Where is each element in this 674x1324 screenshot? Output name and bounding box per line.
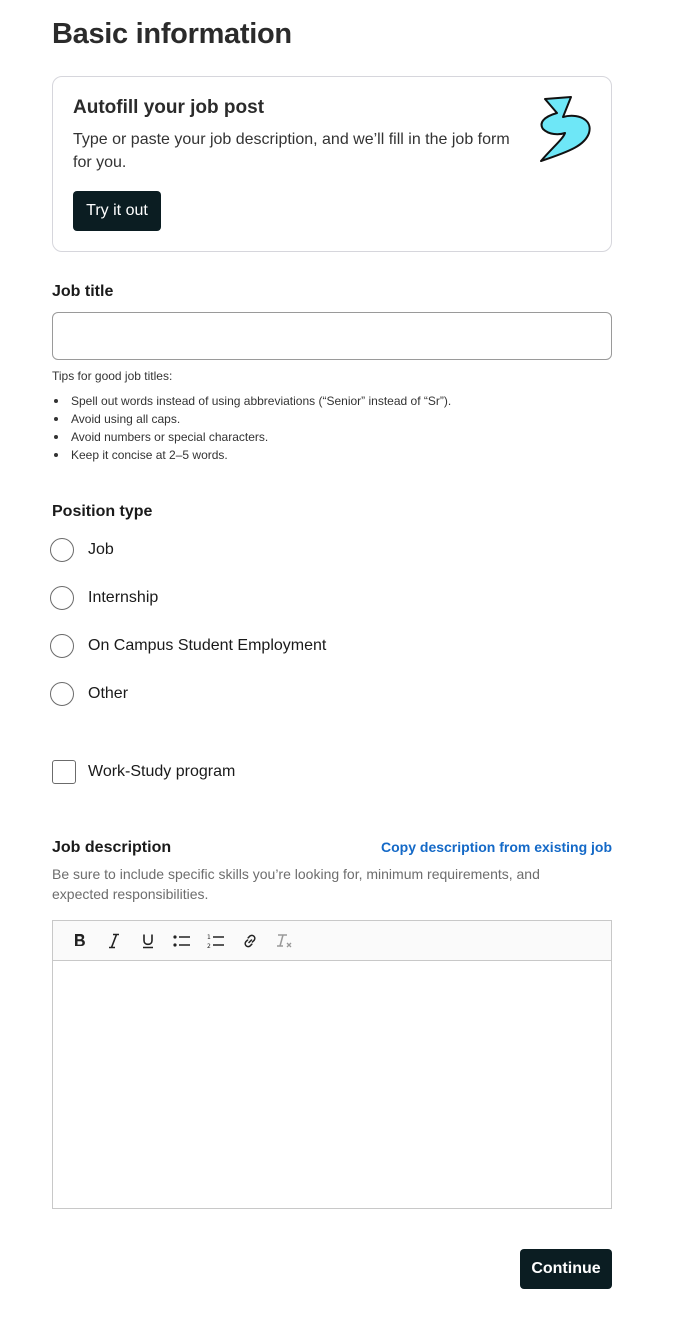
job-title-label: Job title (52, 283, 114, 300)
svg-text:2: 2 (207, 942, 211, 949)
radio-option-job[interactable] (50, 537, 114, 563)
lightning-bolt-icon (537, 95, 597, 165)
italic-icon[interactable] (97, 926, 131, 956)
clear-format-icon[interactable] (267, 926, 301, 956)
tip-item: Keep it concise at 2–5 words. (52, 446, 451, 464)
radio-label: Job (88, 541, 114, 558)
radio-label: Internship (88, 589, 159, 606)
job-description-editor[interactable] (53, 961, 611, 1208)
radio-option-internship[interactable] (50, 585, 158, 611)
underline-icon[interactable] (131, 926, 165, 956)
tip-item: Spell out words instead of using abbreviations (“Senior” instead of “Sr”). (52, 392, 451, 410)
page-title: Basic information (52, 18, 292, 50)
try-it-out-button[interactable]: Try it out (73, 191, 161, 231)
link-icon[interactable] (233, 926, 267, 956)
work-study-label: Work-Study program (88, 763, 236, 780)
radio-option-other[interactable] (50, 681, 128, 707)
radio-option-on-campus[interactable] (50, 633, 326, 659)
bold-icon[interactable] (63, 926, 97, 956)
radio-button[interactable] (50, 634, 74, 658)
autofill-card (52, 76, 612, 252)
svg-text:1: 1 (207, 933, 211, 941)
job-title-input[interactable] (52, 312, 612, 360)
tip-item: Avoid numbers or special characters. (52, 428, 451, 446)
radio-button[interactable] (50, 538, 74, 562)
editor-toolbar (53, 921, 611, 961)
tips-heading: Tips for good job titles: (52, 369, 173, 383)
work-study-checkbox[interactable] (52, 760, 76, 784)
autofill-description: Type or paste your job description, and we’ll fill in the job form for you. (73, 131, 510, 171)
work-study-checkbox-row[interactable] (52, 760, 235, 784)
radio-label: Other (88, 685, 129, 702)
tip-item: Avoid using all caps. (52, 410, 451, 428)
copy-description-link[interactable]: Copy description from existing job (381, 839, 613, 855)
bullet-list-icon[interactable] (165, 926, 199, 956)
job-description-help: Be sure to include specific skills you’re looking for, minimum requirements, and expected responsibilities. (52, 866, 540, 902)
tips-list (52, 392, 451, 464)
radio-button[interactable] (50, 682, 74, 706)
autofill-title: Autofill your job post (73, 97, 265, 118)
rich-text-editor (52, 920, 612, 1209)
numbered-list-icon[interactable] (199, 926, 233, 956)
radio-label: On Campus Student Employment (88, 637, 327, 654)
radio-button[interactable] (50, 586, 74, 610)
job-description-label: Job description (52, 839, 172, 856)
position-type-label: Position type (52, 503, 153, 520)
continue-button[interactable]: Continue (520, 1249, 612, 1289)
